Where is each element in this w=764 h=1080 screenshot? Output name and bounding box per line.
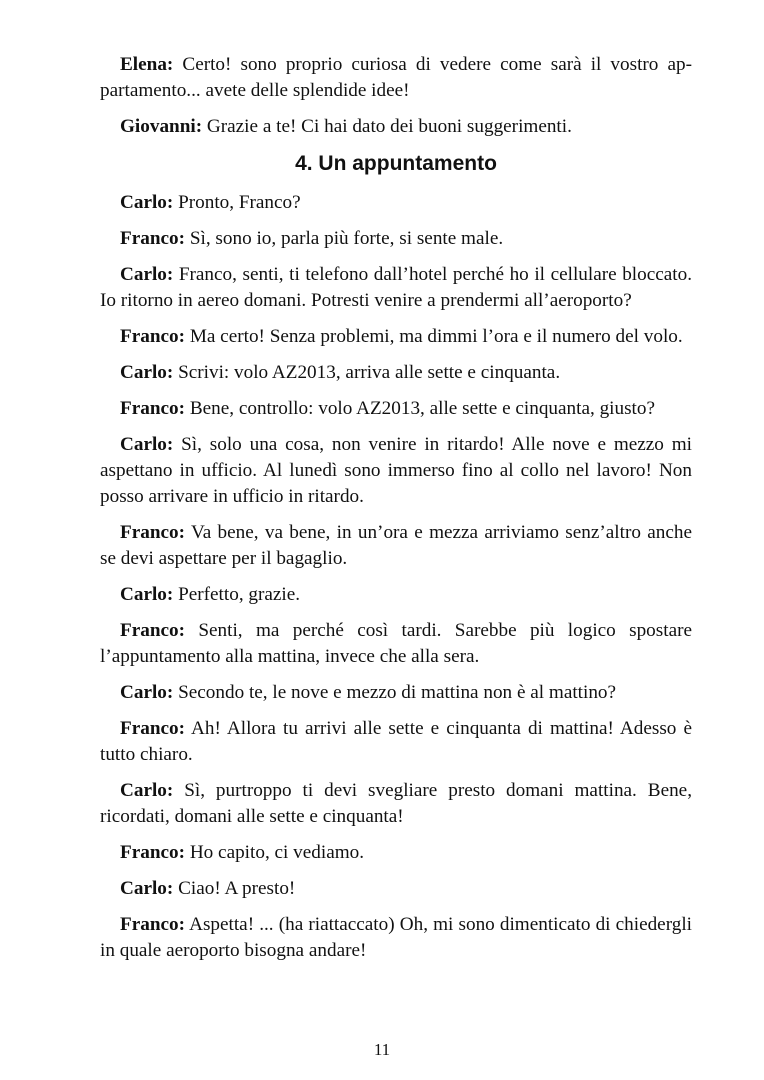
dialogue-line xyxy=(100,840,692,866)
dialogue-line xyxy=(100,876,692,902)
dialogue-line xyxy=(100,680,692,706)
dialogue-line xyxy=(100,262,692,314)
dialogue-line xyxy=(100,912,692,964)
dialogue-line xyxy=(100,52,692,104)
dialogue-line xyxy=(100,114,692,140)
speaker-name: Carlo: xyxy=(120,434,174,455)
speaker-name: Carlo: xyxy=(120,264,174,285)
dialogue-line xyxy=(100,582,692,608)
line-text: Secondo te, le nove e mezzo di mattina non è al mattino? xyxy=(173,682,617,703)
section-title: 4. Un appuntamento xyxy=(295,152,497,175)
dialogue-line xyxy=(100,324,692,350)
dialogue-line xyxy=(100,190,692,216)
speaker-name: Franco: xyxy=(120,522,186,543)
line-text: Aspetta! ... (ha riattaccato) Oh, mi sono dimenticato di chiedergli in quale aeroporto bisogna andare! xyxy=(100,914,692,961)
speaker-name: Franco: xyxy=(120,326,186,347)
speaker-name: Franco: xyxy=(120,228,186,249)
line-text: Pronto, Franco? xyxy=(173,192,301,213)
speaker-name: Carlo: xyxy=(120,192,174,213)
speaker-name: Franco: xyxy=(120,718,186,739)
speaker-name: Carlo: xyxy=(120,362,174,383)
speaker-name: Franco: xyxy=(120,398,186,419)
speaker-name: Elena: xyxy=(120,54,174,75)
speaker-name: Franco: xyxy=(120,914,186,935)
line-text: Ma certo! Senza problemi, ma dimmi l’ora e il numero del volo. xyxy=(185,326,683,347)
line-text: Franco, senti, ti telefono dall’hotel perché ho il cellulare bloccato. Io ritorno in aereo domani. Potresti venire a prendermi all’aeroporto? xyxy=(100,264,692,311)
speaker-name: Carlo: xyxy=(120,584,174,605)
line-text: Ho capito, ci vediamo. xyxy=(185,842,365,863)
speaker-name: Carlo: xyxy=(120,682,174,703)
page-number: 11 xyxy=(373,1040,391,1059)
line-text: Ah! Allora tu arrivi alle sette e cinquanta di mattina! Adesso è tutto chiaro. xyxy=(100,718,692,765)
dialogue-line xyxy=(100,226,692,252)
dialogue-line xyxy=(100,396,692,422)
speaker-name: Franco: xyxy=(120,842,186,863)
line-text: Bene, controllo: volo AZ2013, alle sette e cinquanta, giusto? xyxy=(185,398,655,419)
speaker-name: Carlo: xyxy=(120,780,174,801)
line-text: Sì, sono io, parla più forte, si sente male. xyxy=(185,228,504,249)
dialogue-line xyxy=(100,432,692,510)
line-text: Va bene, va bene, in un’ora e mezza arriviamo senz’altro anche se devi aspettare per il bagaglio. xyxy=(100,522,692,569)
line-text: Senti, ma perché così tardi. Sarebbe più logico spostare l’appuntamento alla mattina, invece che alla sera. xyxy=(100,620,692,667)
dialogue-line xyxy=(100,716,692,768)
speaker-name: Carlo: xyxy=(120,878,174,899)
line-text: Certo! sono proprio curiosa di vedere come sarà il vostro appartamento... avete delle splendide idee! xyxy=(100,54,692,101)
speaker-name: Giovanni: xyxy=(120,116,203,137)
line-text: Grazie a te! Ci hai dato dei buoni suggerimenti. xyxy=(202,116,572,137)
dialogue-line xyxy=(100,618,692,670)
line-text: Perfetto, grazie. xyxy=(173,584,301,605)
line-text: Ciao! A presto! xyxy=(173,878,296,899)
line-text: Scrivi: volo AZ2013, arriva alle sette e cinquanta. xyxy=(173,362,561,383)
dialogue-line xyxy=(100,360,692,386)
speaker-name: Franco: xyxy=(120,620,186,641)
line-text: Sì, purtroppo ti devi svegliare presto domani mattina. Bene, ricordati, domani alle sette e cinquanta! xyxy=(100,780,692,827)
page-content xyxy=(100,52,692,974)
dialogue-line xyxy=(100,520,692,572)
dialogue-line xyxy=(100,778,692,830)
line-text: Sì, solo una cosa, non venire in ritardo! Alle nove e mezzo mi aspettano in ufficio. Al lunedì sono immerso fino al collo nel lavoro! Non posso arrivare in ufficio in ritardo. xyxy=(100,434,692,507)
